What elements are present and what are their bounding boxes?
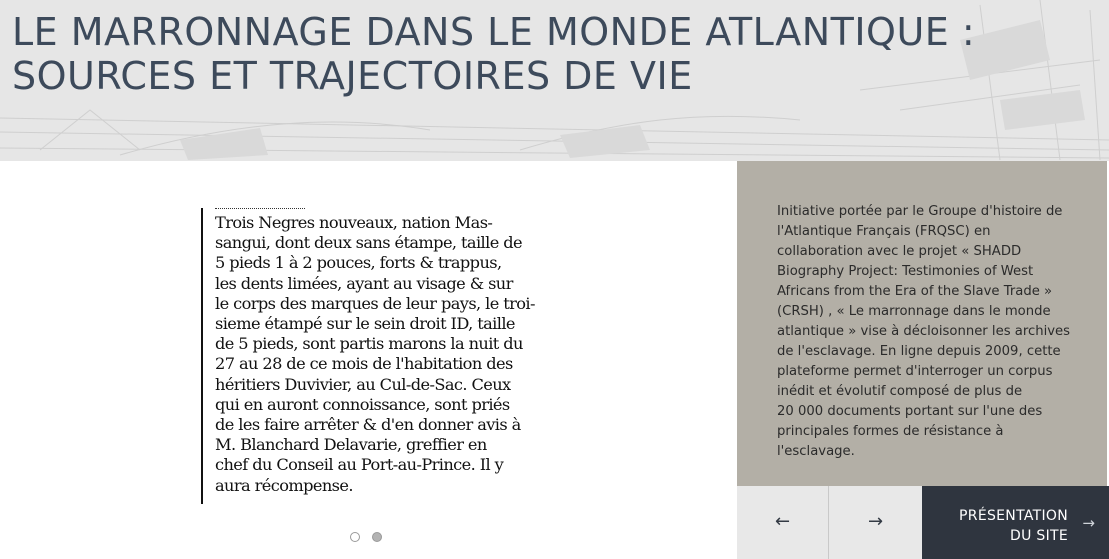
page-title [12,10,975,98]
page-title-line-2: SOURCES ET TRAJECTOIRES DE VIE [12,54,693,98]
document-slider [0,161,737,559]
archive-document-text: Trois Negres nouveaux, nation Mas- sangui, dont deux sans étampe, taille de 5 pieds 1 à 2 pouces, forts & trappus, les dents limées, ayant au visage & sur le corps des marques de leur pays, le troi- sieme étampé sur le sein droit ID, taille de 5 pieds, sont partis marons la nuit du 27 au 28 de ce mois de l'habitation des héritiers Duvivier, au Cul-de-Sac. Ceux qui en auront connoissance, sont priés de les faire arrêter & d'en donner avis à M. Blanchard Delavarie, greffier en chef du Conseil au Port-au-Prince. Il y aura récompense. [215,213,535,495]
arrow-right-icon: → [1082,514,1095,532]
archive-document-image [201,208,535,504]
previous-slide-button[interactable] [737,486,829,559]
arrow-right-icon: → [867,511,884,532]
arrow-left-icon: ← [774,511,791,532]
scan-top-rule [215,208,305,212]
slider-dot-2-active[interactable] [372,532,382,542]
project-description: Initiative portée par le Groupe d'histoire de l'Atlantique Français (FRQSC) en collaboration avec le projet « SHADD Biography Project: Testimonies of West Africans from the Era of the Slave Trade » (CRSH) , « Le marronnage dans le monde atlantique » vise à décloisonner les archives de l'esclavage. En ligne depuis 2009, cette plateforme permet d'interroger un corpus inédit et évolutif composé de plus de 20 000 documents portant sur l'une des principales formes de résistance à l'esclavage. [777,204,1071,459]
project-description-panel [737,161,1107,486]
slider-dot-1[interactable] [350,532,360,542]
site-presentation-link[interactable] [922,486,1109,559]
page-title-line-1: LE MARRONNAGE DANS LE MONDE ATLANTIQUE : [12,10,976,54]
site-presentation-label: PRÉSENTATION DU SITE [959,508,1068,544]
slider-pagination [350,532,390,544]
next-slide-button[interactable] [829,486,922,559]
site-header [0,0,1109,161]
